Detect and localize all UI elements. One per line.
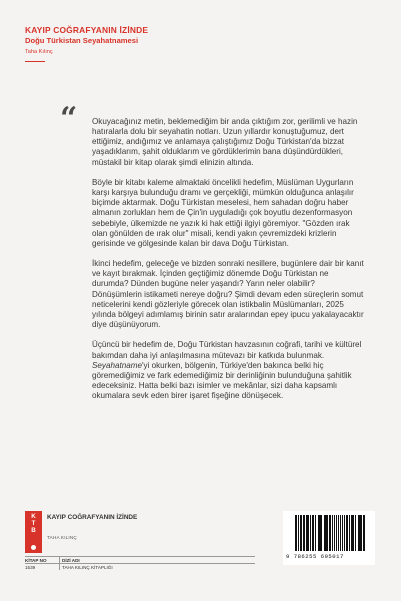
kitap-no-value: 1539 [25, 565, 36, 570]
barcode-bar [349, 515, 350, 551]
logo-letter-k: K [31, 513, 36, 520]
barcode-bar [347, 515, 348, 551]
book-subtitle: Doğu Türkistan Seyahatnamesi [25, 36, 139, 45]
table-rule-middle [25, 563, 255, 564]
kitap-no-label: KİTAP NO [25, 557, 47, 563]
table-column-divider [59, 556, 60, 570]
barcode-bar [359, 515, 360, 551]
barcode-bar [313, 515, 314, 551]
barcode-bar [301, 515, 302, 551]
barcode-bar [364, 515, 365, 551]
barcode-bar [330, 515, 331, 551]
barcode-bar [332, 515, 333, 551]
barcode-bar [296, 515, 297, 551]
barcode-bar [360, 515, 361, 551]
barcode-bar [320, 515, 322, 551]
barcode-bar [307, 515, 308, 551]
blurb-paragraph-1: Okuyacağınız metin, beklemediğim bir anda çıktığım zor, gerilimli ve hazin hatıralarla dolu bir seyahatin notları. Uzun yıllardır konuştuğumuz, dert ettiğimiz, andığımız ve anlamaya çalıştığımız Doğu Türkistan'da bizzat yaşadıklarım, şahit olduklarım ve gördüklerimin bana düşündürdükleri, müstakil bir kitap olarak şimdi elinizin altında. [92, 117, 358, 167]
blurb-text [92, 117, 367, 411]
blurb-paragraph-3: İkinci hedefim, geleceğe ve bizden sonraki nesillere, bugünlere dair bir kanıt ve kayıt bırakmak. İçinden geçtiğimiz dönemde Doğu Türkistan ne durumda? Dünden bugüne neler yaşandı? Yarın neler olabilir? Dönüşümlerin istikameti nereye doğru? Şimdi devam eden süreçlerin somut neticelerini kendi gözleriyle görecek olan istikbalin Müslümanları, 2025 yılında bölgeyi adımlamış birinin satır aralarından epey ipucu yakalayacaktır diye düşünüyorum. [92, 259, 364, 330]
barcode-bar [325, 515, 326, 551]
logo-dot-icon [31, 545, 36, 550]
barcode-bars [295, 515, 369, 551]
barcode-bar [352, 515, 354, 551]
barcode-bar [303, 515, 305, 551]
logo-letter-b: B [31, 527, 36, 534]
publisher-logo-letters [28, 513, 39, 534]
isbn-barcode [283, 511, 375, 565]
barcode-bar [298, 515, 299, 551]
cover-header [25, 25, 148, 62]
barcode-bar [355, 515, 356, 551]
footer-author: TAHA KILINÇ [47, 535, 77, 540]
book-info-table [25, 556, 255, 576]
blurb-paragraph-4 [92, 340, 367, 401]
paragraph-4-end: 'yi okurken, bölgenin, Türkiye'den bakınca belki hiç göremediğimiz ve fark edemediğimiz bir derinliğinin bulunduğuna şahitlik edeceksiniz. Hatta belki bazı isimler ve mekânlar, sizi daha kapsamlı okumalara sevk eden birer işaret fişeğine dönüşecek. [92, 360, 352, 401]
paragraph-4-start: Üçüncü bir hedefim de, Doğu Türkistan havzasının coğrafi, tarihi ve kültürel bakımdan daha iyi anlaşılmasına mütevazı bir katkıda bulunmak. [92, 340, 362, 360]
header-divider [25, 61, 45, 62]
barcode-bar [342, 515, 343, 551]
barcode-bar [326, 515, 327, 551]
table-rule-top [25, 556, 255, 557]
dizi-adi-label: DİZİ ADI [62, 557, 80, 563]
cover-footer [25, 511, 375, 570]
blurb-paragraph-2: Böyle bir kitabı kaleme almaktaki öncelikli hedefim, Müslüman Uygurların karşı karşıya bulunduğu dramı ve gerçekliği, mümkün olduğunca anlaşılır biçimde aktarmak. Doğu Türkistan meselesi, hem sahadan doğru haber almanın zorlukları hem de Çin'in uyguladığı çok boyutlu dezenformasyon sebebiyle, ülkemizde ne yazık ki hak ettiği ilgiyi göremiyor. "Gözden ırak olan gönülden de ırak olur" misali, kendi yakın çevremizdeki krizlerin gerisinde ve gölgesinde kalan bir dava Doğu Türkistan. [92, 177, 354, 248]
dizi-adi-value: TAHA KILINÇ KİTAPLIĞI [62, 565, 113, 570]
barcode-bar [336, 515, 338, 551]
barcode-bar [315, 515, 316, 551]
opening-quote-icon: “ [60, 101, 78, 136]
paragraph-4-italic: Seyahatname [92, 360, 142, 370]
barcode-bar [319, 515, 320, 551]
barcode-bar [310, 515, 311, 551]
isbn-number: 9 786255 695017 [286, 553, 344, 560]
publisher-logo [25, 511, 42, 553]
book-title: KAYIP COĞRAFYANIN İZİNDE [25, 25, 149, 35]
barcode-bar [338, 515, 339, 551]
barcode-bar [344, 515, 345, 551]
logo-letter-t: T [31, 520, 36, 527]
footer-book-title: KAYIP COĞRAFYANIN İZİNDE [47, 514, 138, 521]
book-author: Taha Kılınç [25, 49, 53, 55]
